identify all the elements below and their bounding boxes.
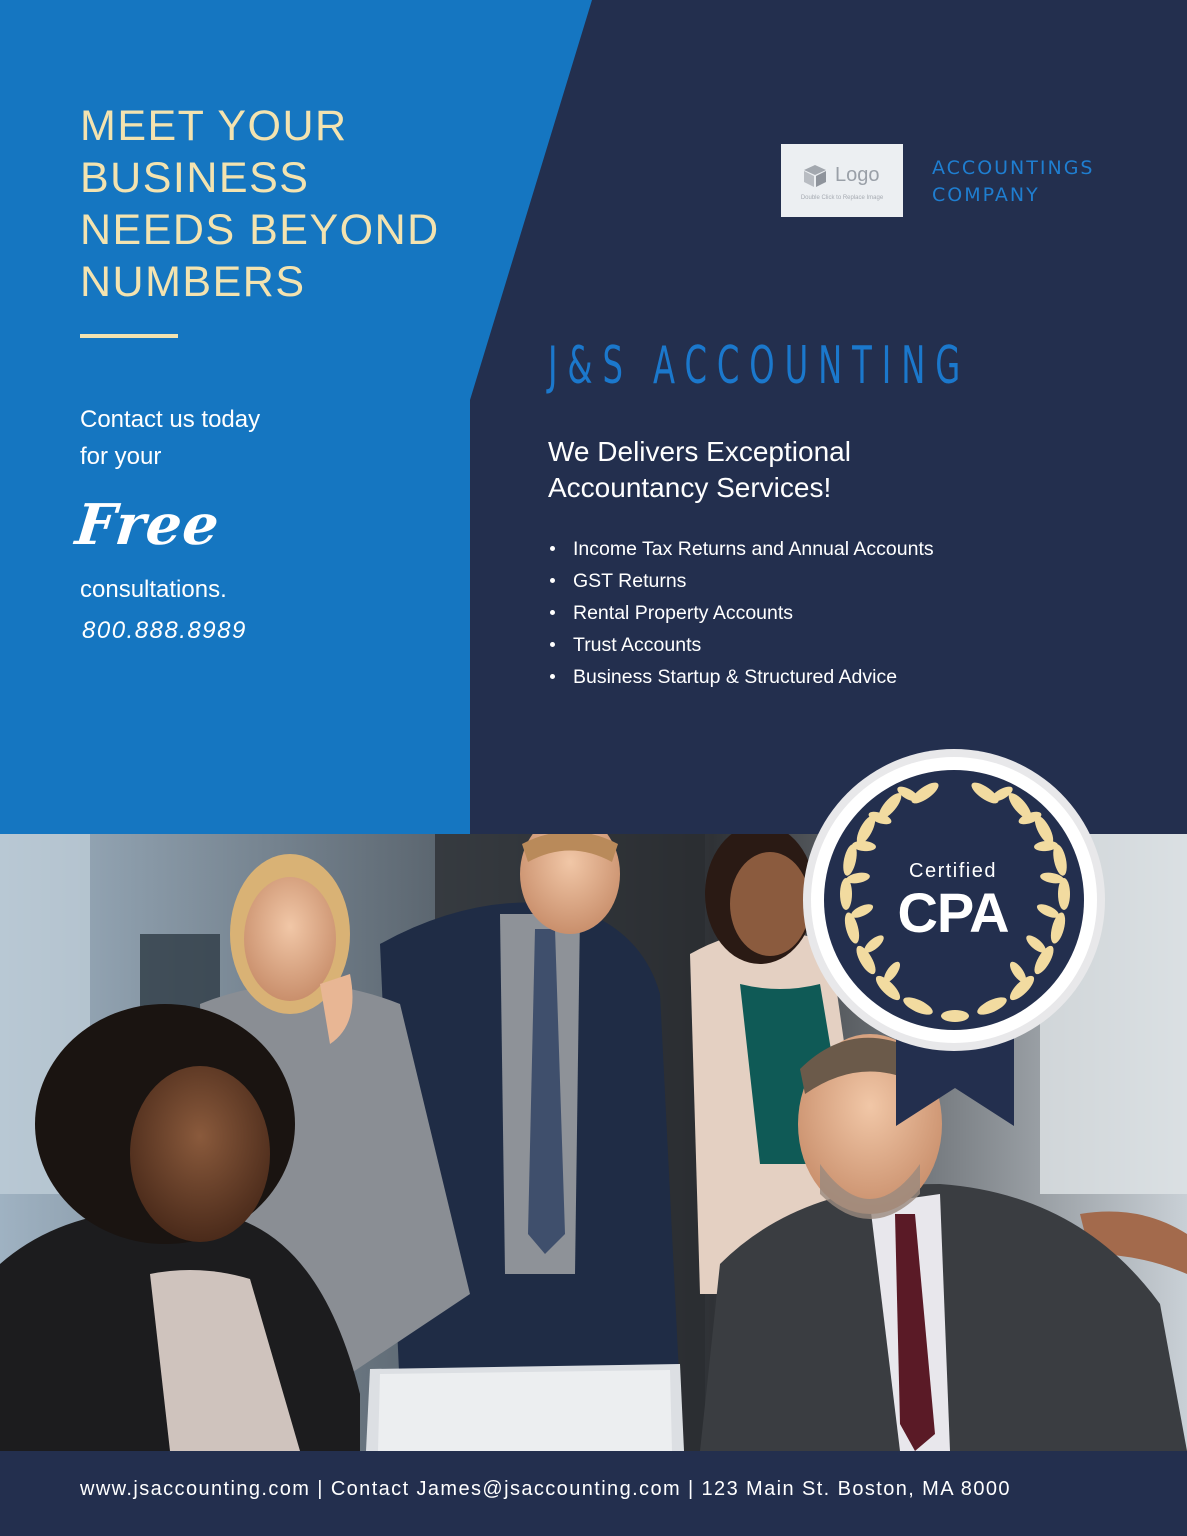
service-label: Trust Accounts — [573, 634, 702, 656]
bullet-icon — [550, 610, 555, 615]
free-script-text: Free — [72, 492, 224, 558]
badge-cpa-text: CPA — [897, 881, 1009, 944]
service-label: Income Tax Returns and Annual Accounts — [573, 538, 934, 560]
service-label: GST Returns — [573, 570, 687, 592]
logo-placeholder[interactable] — [781, 144, 903, 217]
footer — [0, 1451, 1187, 1536]
service-item — [550, 566, 934, 598]
company-name-line1: ACCOUNTINGS — [932, 157, 1095, 179]
headline-line: NEEDS BEYOND — [80, 206, 440, 254]
service-item — [550, 630, 934, 662]
service-item — [550, 662, 934, 694]
headline-line: BUSINESS — [80, 154, 310, 202]
footer-contact-text: www.jsaccounting.com | Contact James@jsaccounting.com | 123 Main St. Boston, MA 8000 — [80, 1478, 1011, 1500]
brand-title: J&S ACCOUNTING — [548, 336, 971, 396]
company-name — [932, 155, 1094, 209]
headline — [80, 100, 500, 308]
bullet-icon — [550, 642, 555, 647]
cube-icon — [802, 163, 828, 189]
service-label: Rental Property Accounts — [573, 602, 794, 624]
bullet-icon — [550, 578, 555, 583]
services-list — [550, 534, 934, 694]
headline-divider — [80, 334, 178, 338]
bullet-icon — [550, 674, 555, 679]
badge-certified-text: Certified — [909, 860, 997, 882]
tagline-line1: We Delivers Exceptional — [548, 436, 851, 467]
service-label: Business Startup & Structured Advice — [573, 666, 898, 688]
contact-text-line1: Contact us today — [80, 406, 261, 433]
tagline — [548, 434, 851, 506]
logo-label: Logo — [835, 164, 880, 186]
phone-number[interactable]: 800.888.8989 — [82, 617, 247, 644]
contact-text-line2: for your — [80, 443, 162, 470]
company-name-line2: COMPANY — [932, 184, 1040, 206]
headline-line: MEET YOUR — [80, 102, 348, 150]
tagline-line2: Accountancy Services! — [548, 472, 832, 503]
service-item — [550, 534, 934, 566]
consultations-text: consultations. — [80, 576, 227, 603]
service-item — [550, 598, 934, 630]
logo-hint: Double Click to Replace Image — [800, 195, 884, 201]
headline-line: NUMBERS — [80, 258, 306, 306]
bullet-icon — [550, 546, 555, 551]
